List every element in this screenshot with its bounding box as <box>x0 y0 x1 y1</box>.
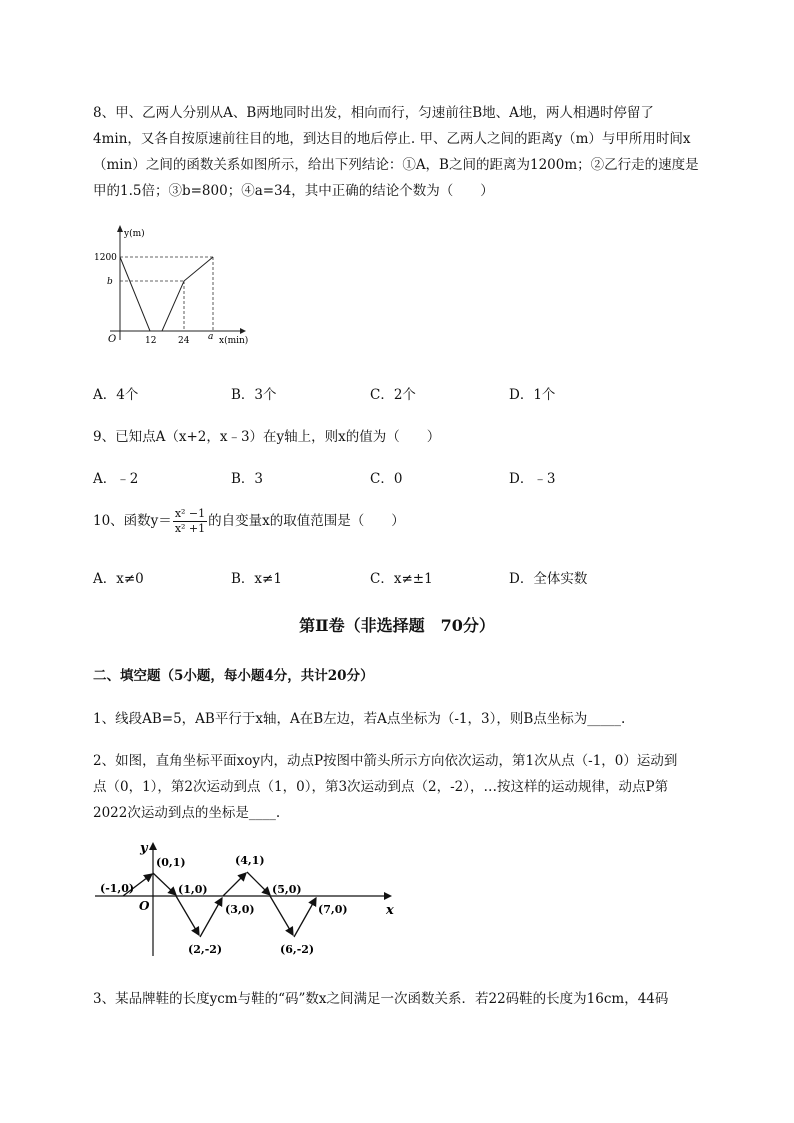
part2-title: 二、填空题（5小题，每小题4分，共计20分） <box>93 668 374 684</box>
q10-fraction <box>173 507 207 536</box>
q9-option-d: D．﹣3 <box>509 471 556 487</box>
f2-point-label: (0,1) <box>156 856 186 869</box>
f2-line-2: 点（0，1），第2次运动到点（1，0），第3次运动到点（2，-2），…按这样的运动规律，动点P第 <box>93 779 669 795</box>
q8-x-axis-arrow <box>240 328 246 334</box>
f2-origin: O <box>139 899 150 913</box>
q8-x-tick-a: a <box>208 332 214 342</box>
q8-function-line <box>120 257 213 331</box>
q10-option-b: B．x≠1 <box>231 571 282 587</box>
q8-origin-label: O <box>108 334 117 345</box>
q8-option-d: D．1个 <box>509 387 556 403</box>
q8-distance-time-graph <box>90 222 260 352</box>
f2-point-label: (5,0) <box>272 883 302 896</box>
f2-point-label: (6,-2) <box>280 943 315 956</box>
f2-x-label: x <box>386 903 394 918</box>
q8-y-axis-arrow <box>117 225 123 232</box>
q10-option-c: C．x≠±1 <box>370 571 433 587</box>
q8-line-4: 甲的1.5倍；③b=800；④a=34，其中正确的结论个数为（ ） <box>93 183 494 199</box>
f1-text: 1、线段AB=5，AB平行于x轴，A在B左边，若A点坐标为（-1，3），则B点坐标为_____. <box>93 711 626 727</box>
q8-y-axis-label: y(m) <box>124 229 145 239</box>
q10-numerator: x² −1 <box>174 507 206 520</box>
q10-denominator: x² +1 <box>174 521 206 535</box>
q9-option-b: B．3 <box>231 471 264 487</box>
q9-stem: 9、已知点A（x+2，x﹣3）在y轴上，则x的值为（ ） <box>93 429 441 445</box>
q8-line-3: （min）之间的函数关系如图所示，给出下列结论：①A，B之间的距离为1200m；②乙行走的速度是 <box>93 157 699 173</box>
q9-option-a: A．﹣2 <box>93 471 139 487</box>
f2-point-label: (4,1) <box>235 854 265 867</box>
q8-y-tick-b: b <box>107 277 113 287</box>
section-title: 第Ⅱ卷（非选择题 70分） <box>299 616 495 635</box>
q10-stem <box>93 507 405 536</box>
f2-line-3: 2022次运动到点的坐标是____. <box>93 805 281 821</box>
f2-move-6 <box>247 872 270 895</box>
q10-option-a: A．x≠0 <box>93 571 144 587</box>
f2-move-7 <box>270 896 293 935</box>
q10-option-d: D．全体实数 <box>509 571 588 587</box>
q9-option-c: C．0 <box>370 471 403 487</box>
f3-line-1: 3、某品牌鞋的长度ycm与鞋的“码”数x之间满足一次函数关系．若22码鞋的长度为16cm，44码 <box>93 991 669 1007</box>
q10-prefix: 10、函数y＝ <box>93 512 172 529</box>
f2-point-label: (2,-2) <box>188 943 223 956</box>
q10-suffix: 的自变量x的取值范围是（ ） <box>208 512 405 529</box>
q8-option-b: B．3个 <box>231 387 277 403</box>
q8-x-tick-24: 24 <box>178 336 190 346</box>
f2-move-5 <box>223 873 246 896</box>
f2-point-label: (1,0) <box>178 883 208 896</box>
f2-move-3 <box>176 896 199 935</box>
f2-y-axis-arrow <box>149 842 157 850</box>
q8-line-2: 4min，又各自按原速前往目的地，到达目的地后停止. 甲、乙两人之间的距离y（m）与甲所用时间x <box>93 131 691 147</box>
f2-point-label: (7,0) <box>318 903 348 916</box>
f2-move-2 <box>153 873 176 895</box>
q8-option-a: A．4个 <box>93 387 139 403</box>
f2-move-4 <box>200 898 222 937</box>
f2-x-axis-arrow <box>384 892 392 900</box>
f2-line-1: 2、如图，直角坐标平面xoy内，动点P按图中箭头所示方向依次运动，第1次从点（-1，0）运动到 <box>93 753 678 769</box>
q8-option-c: C．2个 <box>370 387 416 403</box>
f2-point-label: (-1,0) <box>100 882 135 895</box>
q8-x-axis-label: x(min) <box>219 336 249 346</box>
q8-y-tick-1200: 1200 <box>94 253 117 263</box>
q8-x-tick-12: 12 <box>145 336 157 346</box>
q8-line-1: 8、甲、乙两人分别从A、B两地同时出发，相向而行，匀速前往B地、A地，两人相遇时停留了 <box>93 105 654 121</box>
f2-move-8 <box>294 898 316 937</box>
f2-point-label: (3,0) <box>225 903 255 916</box>
f2-path-graph <box>90 838 400 960</box>
f2-y-label: y <box>140 841 148 856</box>
